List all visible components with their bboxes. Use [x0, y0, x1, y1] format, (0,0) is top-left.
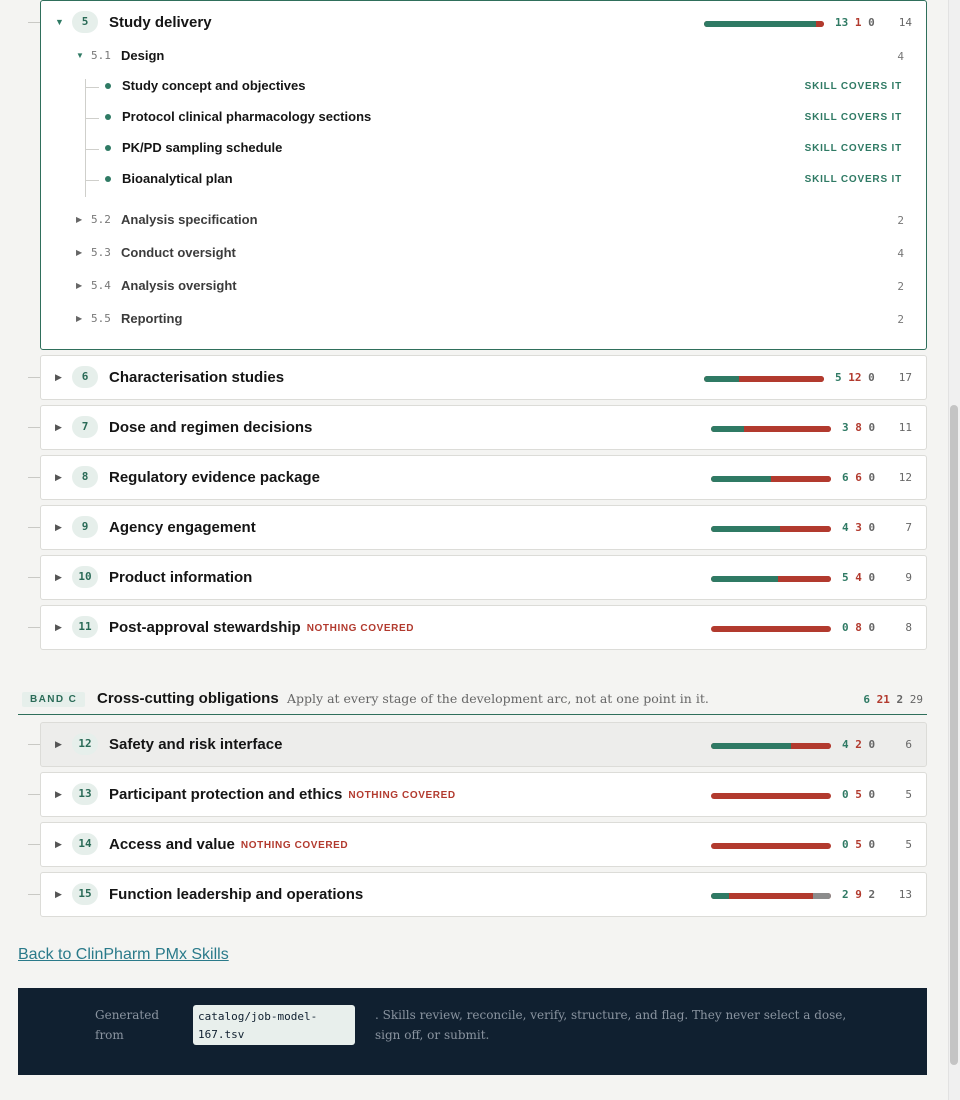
coverage-bar: [711, 743, 831, 749]
coverage-bar: [711, 626, 831, 632]
section-row: [18, 505, 927, 555]
section-number: 13: [72, 783, 98, 805]
coverage-bar: [711, 476, 831, 482]
scrollbar[interactable]: [948, 0, 960, 1100]
band-title: Cross-cutting obligations: [97, 690, 279, 707]
section-card[interactable]: [40, 872, 927, 917]
coverage-counts: 13 1 0: [835, 16, 875, 29]
caret-down-icon[interactable]: ▼: [76, 51, 84, 60]
caret-right-icon[interactable]: ▶: [55, 839, 62, 849]
caret-right-icon[interactable]: ▶: [55, 422, 62, 432]
subsection-design[interactable]: [41, 39, 926, 72]
total-count: 12: [898, 471, 912, 484]
total-count: 17: [898, 371, 912, 384]
section-number: 8: [72, 466, 98, 488]
status-dot-icon: [105, 114, 111, 120]
status-dot-icon: [105, 83, 111, 89]
caret-right-icon[interactable]: ▶: [76, 248, 83, 257]
section-row: [18, 605, 927, 655]
section-title: Agency engagement: [109, 519, 256, 536]
status-badge: SKILL COVERS IT: [804, 81, 902, 92]
caret-right-icon[interactable]: ▶: [55, 789, 62, 799]
coverage-segment: [791, 743, 831, 749]
coverage-counts: 3 8 0: [842, 421, 876, 434]
section-card-5: [40, 0, 927, 350]
section-title: Participant protection and ethics NOTHING COVERED: [109, 786, 456, 803]
coverage-segment: [711, 626, 831, 632]
section-card[interactable]: [40, 555, 927, 600]
section-title: Regulatory evidence package: [109, 469, 320, 486]
section-number: 11: [72, 616, 98, 638]
coverage-segment: [711, 893, 729, 899]
coverage-segment: [729, 893, 812, 899]
footer-generated-label: Generated from: [95, 1008, 160, 1042]
footer-source-file: catalog/job-model-167.tsv: [193, 1005, 355, 1045]
coverage-counts: 4 3 0: [842, 521, 876, 534]
section-card[interactable]: [40, 772, 927, 817]
section-list: [18, 355, 927, 655]
total-count: 9: [905, 571, 912, 584]
total-count: 13: [898, 888, 912, 901]
total-count: 14: [898, 16, 912, 29]
section-row: [18, 822, 927, 872]
section-number: 12: [72, 733, 98, 755]
section-card[interactable]: [40, 722, 927, 767]
section-card[interactable]: [40, 455, 927, 500]
nothing-covered-badge: NOTHING COVERED: [240, 840, 349, 851]
nothing-covered-badge: NOTHING COVERED: [348, 790, 456, 801]
coverage-counts: 0 5 0: [842, 788, 876, 801]
section-title: Post-approval stewardship NOTHING COVERED: [109, 619, 415, 636]
coverage-segment: [711, 426, 744, 432]
coverage-segment: [778, 576, 831, 582]
section-title: Study delivery: [109, 14, 212, 31]
band-counts: 6 21 2 29: [863, 693, 923, 706]
coverage-bar: [711, 793, 831, 799]
coverage-bar: [711, 843, 831, 849]
total-count: 6: [905, 738, 912, 751]
coverage-bar: [704, 376, 824, 382]
coverage-counts: 6 6 0: [842, 471, 876, 484]
section-row: [18, 722, 927, 772]
section-title: Access and value NOTHING COVERED: [109, 836, 349, 853]
total-count: 7: [905, 521, 912, 534]
subsection-conduct-oversight[interactable]: ▶ 5.3 Conduct oversight 4: [76, 245, 904, 260]
subsection-analysis-oversight[interactable]: ▶ 5.4 Analysis oversight 2: [76, 278, 904, 293]
coverage-bar: [711, 526, 831, 532]
coverage-segment: [704, 376, 739, 382]
coverage-segment: [711, 793, 831, 799]
band-header: [18, 685, 927, 715]
coverage-segment: [711, 576, 778, 582]
section-card[interactable]: [40, 355, 927, 400]
section-title: Function leadership and operations: [109, 886, 364, 903]
section-card[interactable]: [40, 505, 927, 550]
caret-right-icon[interactable]: ▶: [76, 215, 83, 224]
scrollbar-thumb[interactable]: [950, 405, 958, 1065]
back-link[interactable]: Back to ClinPharm PMx Skills: [18, 946, 229, 963]
coverage-bar: [711, 893, 831, 899]
caret-right-icon[interactable]: ▶: [55, 889, 62, 899]
subsection-title: Design: [121, 48, 165, 63]
list-item: Protocol clinical pharmacology sections SKILL COVERS IT: [41, 103, 926, 134]
band-tag: BAND C: [22, 692, 85, 707]
status-dot-icon: [105, 176, 111, 182]
status-badge: SKILL COVERS IT: [804, 174, 902, 185]
section-number: 10: [72, 566, 98, 588]
caret-right-icon[interactable]: ▶: [76, 314, 83, 323]
coverage-bar: [711, 426, 831, 432]
section-title: Product information: [109, 569, 253, 586]
subsection-analysis-specification[interactable]: ▶ 5.2 Analysis specification 2: [76, 212, 904, 227]
caret-right-icon[interactable]: ▶: [55, 472, 62, 482]
section-row: [18, 0, 927, 350]
list-item: PK/PD sampling schedule SKILL COVERS IT: [41, 134, 926, 165]
caret-right-icon[interactable]: ▶: [55, 622, 62, 632]
status-badge: SKILL COVERS IT: [804, 143, 902, 154]
section-row: [18, 772, 927, 822]
section-number: 9: [72, 516, 98, 538]
caret-down-icon[interactable]: ▼: [55, 17, 64, 27]
section-card[interactable]: [40, 405, 927, 450]
caret-right-icon[interactable]: ▶: [55, 739, 62, 749]
status-dot-icon: [105, 145, 111, 151]
coverage-bar: [711, 576, 831, 582]
total-count: 8: [905, 621, 912, 634]
caret-right-icon[interactable]: ▶: [55, 372, 62, 382]
subsection-number: 5.1: [91, 49, 111, 62]
section-number: 15: [72, 883, 98, 905]
total-count: 5: [905, 838, 912, 851]
total-count: 5: [905, 788, 912, 801]
subsection-reporting[interactable]: ▶ 5.5 Reporting 2: [76, 311, 904, 326]
section-row: [18, 872, 927, 922]
section-card[interactable]: [40, 822, 927, 867]
section-number: 14: [72, 833, 98, 855]
section-number: 6: [72, 366, 98, 388]
section-number: 5: [72, 11, 98, 33]
coverage-bar: [704, 21, 824, 27]
coverage-segment: [739, 376, 824, 382]
caret-right-icon[interactable]: ▶: [55, 522, 62, 532]
coverage-segment: [780, 526, 831, 532]
footer-text: . Skills review, reconcile, verify, structure, and flag. They never select a dose, sign off, or submit.: [375, 1008, 847, 1042]
subsection-total: 4: [897, 50, 904, 63]
coverage-segment: [711, 843, 831, 849]
coverage-counts: 0 8 0: [842, 621, 876, 634]
section-title: Safety and risk interface: [109, 736, 283, 753]
coverage-counts: 2 9 2: [842, 888, 876, 901]
coverage-segment: [744, 426, 831, 432]
section-title: Dose and regimen decisions: [109, 419, 313, 436]
band-subtitle: Apply at every stage of the development arc, not at one point in it.: [287, 691, 709, 706]
status-badge: SKILL COVERS IT: [804, 112, 902, 123]
section-row: [18, 355, 927, 405]
coverage-segment: [711, 476, 771, 482]
total-count: 11: [898, 421, 912, 434]
coverage-counts: 5 4 0: [842, 571, 876, 584]
section-row: [18, 555, 927, 605]
coverage-counts: 5 12 0: [835, 371, 875, 384]
caret-right-icon[interactable]: ▶: [76, 281, 83, 290]
list-item: Bioanalytical plan SKILL COVERS IT: [41, 165, 926, 196]
coverage-counts: 0 5 0: [842, 838, 876, 851]
section-card[interactable]: [40, 605, 927, 650]
nothing-covered-badge: NOTHING COVERED: [306, 623, 415, 634]
coverage-segment: [771, 476, 831, 482]
band-section-list: [18, 722, 927, 922]
caret-right-icon[interactable]: ▶: [55, 572, 62, 582]
coverage-segment: [711, 526, 780, 532]
coverage-segment: [711, 743, 791, 749]
coverage-segment: [813, 893, 831, 899]
footer: [18, 988, 927, 1075]
section-row: [18, 455, 927, 505]
section-title: Characterisation studies: [109, 369, 285, 386]
coverage-counts: 4 2 0: [842, 738, 876, 751]
section-row: [18, 405, 927, 455]
section-number: 7: [72, 416, 98, 438]
list-item: Study concept and objectives SKILL COVERS IT: [41, 72, 926, 103]
